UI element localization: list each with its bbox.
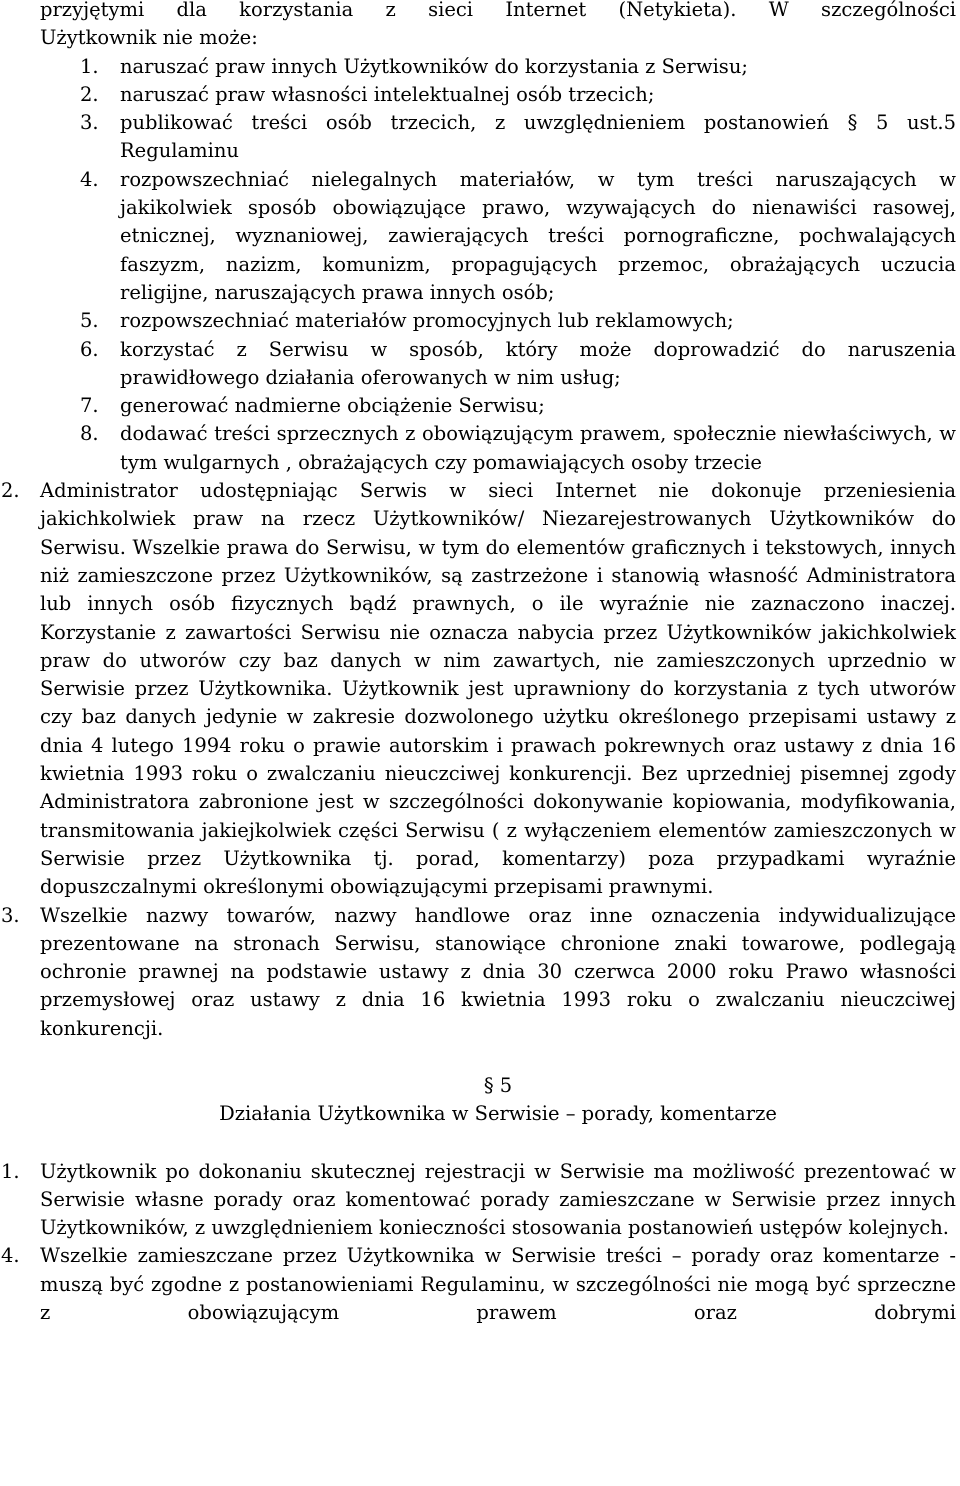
list-item (80, 336, 956, 393)
clause-number: 4. (1, 1244, 20, 1268)
list-item-text: rozpowszechniać nielegalnych materiałów, w tym treści naruszających w jakikolwiek sposób obowiązujące prawo, wzywających do nienawiści rasowej, etnicznej, wyznaniowej, zawierających treści pornograficzne, pochwalających faszyzm, nazizm, komunizm, propagujących przemoc, obrażających uczucia religijne, naruszających prawa innych osób; (120, 167, 956, 304)
list-item-text: korzystać z Serwisu w sposób, który może doprowadzić do naruszenia prawidłowego działania oferowanych w nim usług; (120, 337, 956, 389)
list-item-text: naruszać praw innych Użytkowników do korzystania z Serwisu; (120, 54, 748, 78)
list-item (80, 392, 956, 420)
list-item-text: publikować treści osób trzecich, z uwzględnieniem postanowień § 5 ust.5 Regulaminu (120, 111, 956, 163)
list-number: 8. (80, 422, 99, 446)
prohibited-actions-list (80, 53, 956, 477)
list-item (80, 166, 956, 307)
intro-line-2: Użytkownik nie może: (40, 26, 258, 50)
list-number: 7. (80, 394, 99, 418)
clause-text: Wszelkie zamieszczane przez Użytkownika w Serwisie treści – porady oraz komentarze - muszą być zgodne z postanowieniami Regulaminu, w szczególności nie mogą być sprzeczne z obowiązującym prawem oraz dobrymi (40, 1244, 956, 1325)
clause-text: Administrator udostępniając Serwis w sieci Internet nie dokonuje przeniesienia jakichkolwiek praw na rzecz Użytkowników/ Niezarejestrowanych Użytkowników do Serwisu. Wszelkie prawa do Serwisu, w tym do elementów graficznych i tekstowych, innych niż zamieszczone przez Użytkowników, są zastrzeżone i stanowią własność Administratora lub innych osób fizycznych bądź prawnych, o ile wyraźnie nie zaznaczono inaczej. Korzystanie z zawartości Serwisu nie oznacza nabycia przez Użytkowników jakichkolwiek praw do utworów czy baz danych w nim zawartych, nie zamieszczonych uprzednio w Serwisie przez Użytkownika. Użytkownik jest uprawniony do korzystania z tych utworów czy baz danych jedynie w zakresie dozwolonego użytku określonego przepisami ustawy z dnia 4 lutego 1994 roku o prawie autorskim i prawach pokrewnych oraz ustawy z dnia 16 kwietnia 1993 roku o zwalczaniu nieuczciwej konkurencji. Bez uprzedniej pisemnej zgody Administratora zabronione jest w szczególności dokonywanie kopiowania, modyfikowania, transmitowania jakiejkolwiek części Serwisu ( z wyłączeniem elementów zamieszczonych w Serwisie przez Użytkownika tj. porad, komentarzy) poza przypadkami wyraźnie dopuszczalnymi określonymi obowiązującymi przepisami prawnymi. (40, 479, 956, 899)
intro-paragraph (40, 0, 956, 53)
list-item-text: rozpowszechniać materiałów promocyjnych lub reklamowych; (120, 309, 734, 333)
list-number: 4. (80, 167, 99, 191)
clause-text: Wszelkie nazwy towarów, nazwy handlowe oraz inne oznaczenia indywidualizujące prezentowane na stronach Serwisu, stanowiące chronione znaki towarowe, podlegają ochronie prawnej na podstawie ustawy z dnia 30 czerwca 2000 roku Prawo własności przemysłowej oraz ustawy z dnia 16 kwietnia 1993 roku o zwalczaniu nieuczciwej konkurencji. (40, 903, 956, 1040)
intro-line-1: przyjętymi dla korzystania z sieci Internet (Netykieta). W szczególności (40, 0, 956, 21)
clause-item (0, 902, 960, 1043)
list-number: 6. (80, 337, 99, 361)
list-item-text: dodawać treści sprzecznych z obowiązującym prawem, społecznie niewłaściwych, w tym wulgarnych , obrażających czy pomawiających osoby trzecie (120, 422, 956, 474)
list-number: 1. (80, 54, 99, 78)
list-item (80, 53, 956, 81)
list-item-text: naruszać praw własności intelektualnej osób trzecich; (120, 82, 655, 106)
list-item-text: generować nadmierne obciążenie Serwisu; (120, 394, 545, 418)
clause-number: 1. (1, 1159, 20, 1183)
list-number: 5. (80, 309, 99, 333)
section-sign: § 5 (483, 1073, 513, 1097)
clause-item (0, 477, 960, 901)
list-item (80, 420, 956, 477)
list-number: 2. (80, 82, 99, 106)
list-item (80, 109, 956, 166)
main-clauses-list (0, 477, 960, 1043)
clause-item (0, 1158, 960, 1243)
list-item (80, 81, 956, 109)
section-title: Działania Użytkownika w Serwisie – porady, komentarze (219, 1102, 777, 1126)
clause-item (0, 1242, 960, 1327)
clause-text: Użytkownik po dokonaniu skutecznej rejestracji w Serwisie ma możliwość prezentować w Serwisie własne porady oraz komentować porady zamieszczane w Serwisie przez innych Użytkowników, z uwzględnieniem konieczności stosowania postanowień ustępów kolejnych. (40, 1159, 956, 1240)
list-number: 3. (80, 111, 99, 135)
clause-number: 3. (1, 903, 20, 927)
section-clauses-list (0, 1158, 960, 1328)
list-item (80, 307, 956, 335)
clause-number: 2. (1, 479, 20, 503)
